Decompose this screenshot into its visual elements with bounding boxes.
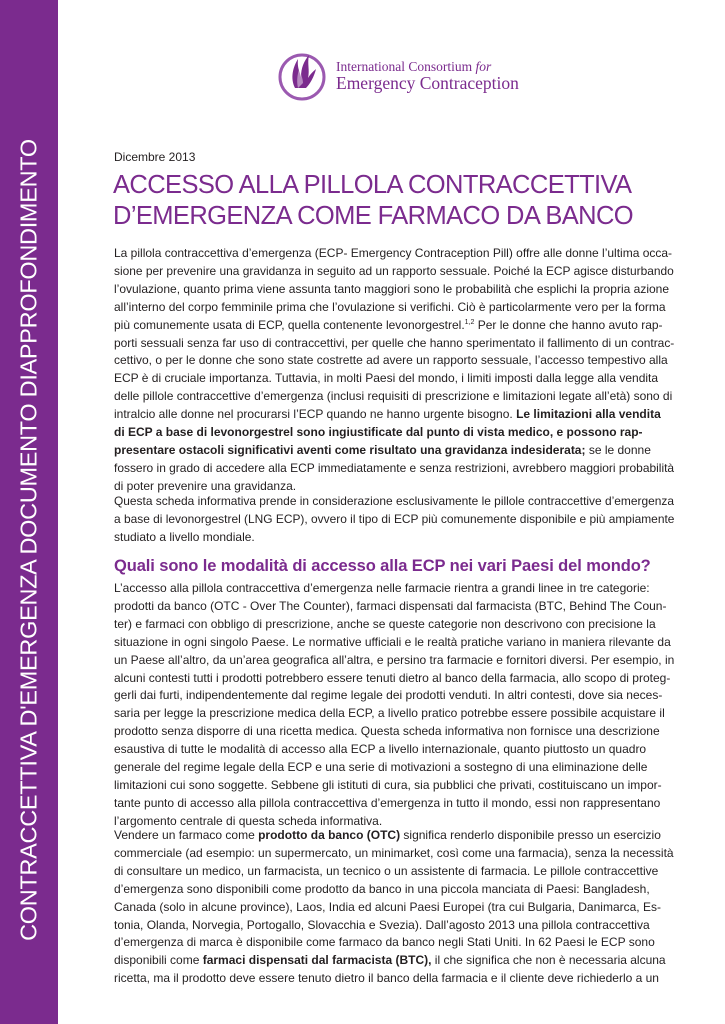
text-line: Vendere un farmaco come prodotto da banco (OTC) significa renderlo disponibile presso un esercizio: [114, 828, 661, 842]
footnote-ref: 1,2: [464, 318, 475, 326]
text-line: prodotti da banco (OTC - Over The Counter), farmaci dispensati dal farmacista (BTC, Behind The Coun-: [114, 598, 667, 613]
text-line: situazione in ogni singolo Paese. Le normative ufficiali e le realtà pratiche variano in maniera rilevante da: [114, 634, 671, 649]
text-line: intralcio alle donne nel procurarsi l’ECP quando ne hanno urgente bisogno. Le limitazioni alla vendita: [114, 407, 661, 422]
hand-flame-icon: [276, 50, 328, 102]
text-line: gerli dai furti, indipendentemente dal regime legale dei prodotti venduti. In altri contesti, dove sia neces-: [114, 688, 663, 703]
text-line: ECP è di cruciale importanza. Tuttavia, in molti Paesi del mondo, i limiti imposti dalla legge alla vendita: [114, 371, 659, 386]
sidebar-vertical-title: CONTRACCETTIVA D'EMERGENZA DOCUMENTO DIAPPROFONDIMENTO: [15, 139, 42, 941]
text-line: d’emergenza di marca è disponibile come farmaco da banco negli Stati Uniti. In 62 Paesi le ECP sono: [114, 935, 655, 950]
text-line: esaustiva di tutte le modalità di accesso alla ECP a livello internazionale, quanto piuttosto un quadro: [114, 742, 647, 757]
text-line: ter) e farmaci con obbligo di prescrizione, anche se queste categorie non descrivono con precisione la: [114, 616, 656, 631]
text-line: L’accesso alla pillola contraccettiva d’emergenza nelle farmacie rientra a grandi linee in tre categorie:: [114, 581, 650, 595]
text-line: l’ovulazione, quanto prima viene assunta tanto maggiori sono le probabilità che esplichi la propria azione: [114, 281, 670, 296]
text-line: più comunemente usata di ECP, quella contenente levonorgestrel.$^{1,2}$ Per le donne che hanno avuto rap-: [114, 317, 663, 332]
text-line: La pillola contraccettiva d’emergenza (ECP- Emergency Contraception Pill) offre alle donne l’ultima occa-: [114, 246, 673, 260]
text-line: cettivo, o per le donne che sono state costrette ad avere un rapporto sessuale, l’accesso tempestivo alla: [114, 353, 668, 368]
text-line: Canada (solo in alcune province), Laos, India ed alcuni Paesi Europei (tra cui Bulgaria, Danimarca, Es-: [114, 899, 661, 914]
text-line: studiato a livello mondiale.: [114, 529, 255, 544]
text-line: d’emergenza sono disponibili come prodotto da banco in una piccola manciata di Paesi: Bangladesh,: [114, 881, 650, 896]
logo: [276, 50, 519, 102]
text-line: di consultare un medico, un farmacista, un tecnico o un assistente di farmacia. Le pillole contraccettive: [114, 863, 659, 878]
text-line: tante punto di accesso alla pillola contraccettiva d’emergenza in tutto il mondo, essi non rappresentano: [114, 795, 661, 810]
text-line: di ECP a base di levonorgestrel sono ingiustificate dal punto di vista medico, e possono rap-: [114, 425, 643, 440]
page-title-line-2: D’EMERGENZA COME FARMACO DA BANCO: [113, 202, 634, 230]
text-line: saria per legge la prescrizione medica della ECP, a livello pratico potrebbe essere possibile acquistare il: [114, 706, 665, 721]
text-line: presentare ostacoli significativi aventi come risultato una gravidanza indesiderata; se le donne: [114, 442, 651, 457]
text-line: alcuni contesti tutti i prodotti potrebbero essere tenuti dietro al banco della farmacia, allo scopo di proteg-: [114, 670, 671, 685]
sidebar-band: [0, 0, 58, 1024]
text-line: generale del regime legale della ECP e una serie di motivazioni a sostegno di una eliminazione delle: [114, 760, 648, 775]
paragraph-intro: [114, 245, 674, 496]
text-line: all’interno del corpo femminile prima che l’ovulazione si verifichi. Ciò è particolarmente vero per la forma: [114, 299, 666, 314]
text-line: porti sessuali senza far uso di contraccettivi, per quelle che hanno sperimentato il fallimento di un contrac-: [114, 335, 675, 350]
text-line: l’argomento centrale di questa scheda informativa.: [114, 813, 383, 828]
text-line: di poter prevenire una gravidanza.: [114, 478, 297, 493]
page-title: [113, 170, 693, 232]
text-line: tonia, Olanda, Norvegia, Portogallo, Slovacchia e Svezia). Dall’agosto 2013 una pillola contraccettiva: [114, 917, 650, 932]
text-line: commerciale (ad esempio: un supermercato, un minimarket, così come una farmacia), senza la necessità: [114, 845, 674, 860]
page-title-line-1: ACCESSO ALLA PILLOLA CONTRACCETTIVA: [113, 171, 632, 199]
text-line: ricetta, ma il prodotto deve essere tenuto dietro il banco della farmacia e il cliente deve richiederlo a un: [114, 971, 659, 986]
text-line: sione per prevenire una gravidanza in seguito ad un rapporto sessuale. Poiché la ECP agisce disturbando: [114, 263, 674, 278]
document-date: Dicembre 2013: [114, 150, 196, 164]
section-heading: Quali sono le modalità di accesso alla ECP nei vari Paesi del mondo?: [114, 557, 651, 575]
logo-line-2: Emergency Contraception: [336, 72, 519, 93]
text-line: disponibili come farmaci dispensati dal farmacista (BTC), il che significa che non è necessaria alcuna: [114, 953, 666, 968]
text-line: prodotto senza disporre di una ricetta medica. Questa scheda informativa non fornisce una descrizione: [114, 724, 660, 739]
text-line: Questa scheda informativa prende in considerazione esclusivamente le pillole contraccettive d’emergenza: [114, 494, 674, 508]
paragraph-scope: [114, 493, 674, 547]
text-line: limitazioni cui sono soggette. Sebbene gli istituti di cura, sia pubblici che privati, costituiscano un impor-: [114, 777, 662, 792]
text-line: delle pillole contraccettive d’emergenza (inclusi requisiti di prescrizione e limitazioni legate all’età) sono di: [114, 389, 673, 404]
paragraph-access-categories: [114, 580, 674, 831]
text-line: un Paese all’altro, da un’area geografica all’altra, e persino tra farmacie e fornitori diversi. Per esempio, in: [114, 652, 675, 667]
text-line: a base di levonorgestrel (LNG ECP), ovvero il tipo di ECP più comunemente disponibile e più ampiamente: [114, 511, 675, 526]
logo-line-1: International Consortium for: [336, 58, 492, 74]
text-line: fossero in grado di accedere alla ECP immediatamente e senza restrizioni, avrebbero maggiori probabilità: [114, 460, 675, 475]
paragraph-otc: [114, 827, 674, 988]
